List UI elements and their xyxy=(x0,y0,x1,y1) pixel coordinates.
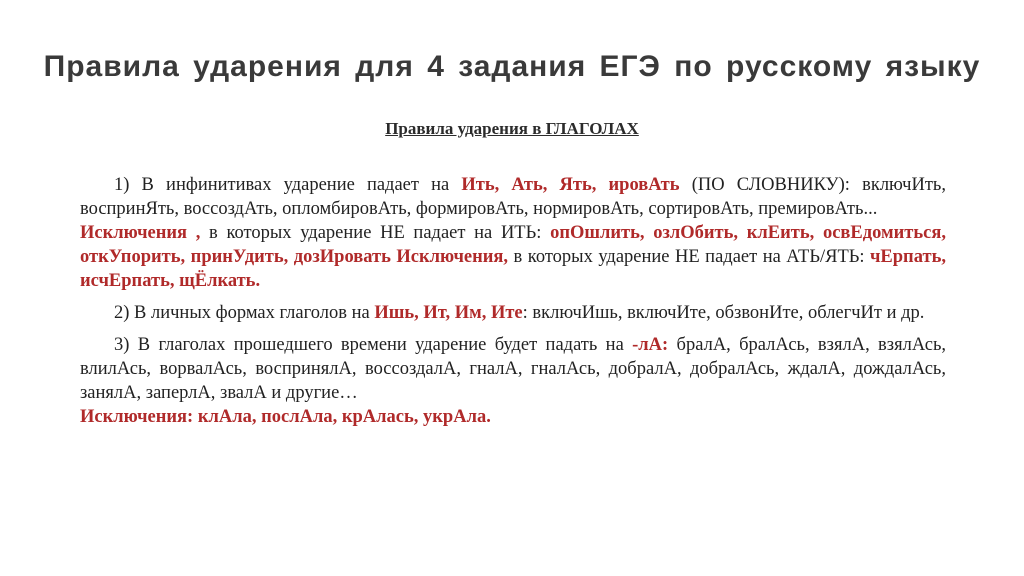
rule-3 xyxy=(80,333,946,429)
rule-1-note: (ПО СЛОВНИКУ): xyxy=(679,175,850,195)
rule-1-examples: включИть, воспринЯть, воссоздАть, опломбировАть, формировАть, нормировАть, xyxy=(80,175,946,219)
rule-1-endings: Ить, Ать, Ять, ировАть xyxy=(461,175,680,195)
rule-2-lead: 2) В личных формах глаголов на xyxy=(114,303,375,323)
slide-title: Правила ударения для 4 задания ЕГЭ по русскому языку xyxy=(43,50,981,83)
rule-1-exception-1-text: в которых ударение НЕ падает на ИТЬ: xyxy=(200,223,551,243)
rule-1-exception-2-text: в которых ударение НЕ падает на АТЬ/ЯТЬ: xyxy=(508,247,870,267)
rule-1-exception-1-label: Исключения , xyxy=(80,223,201,243)
rule-1-exception-2-words: чЕрпать, исчЕрпать, щЁлкать. xyxy=(80,247,946,291)
rule-1-lead: 1) В инфинитивах ударение падает на xyxy=(114,175,462,195)
rule-3-ending: -лА: xyxy=(632,335,669,355)
rule-1 xyxy=(80,173,946,293)
rule-2 xyxy=(80,301,946,325)
rule-1-exception-2-label: Исключения, xyxy=(396,247,509,267)
rule-1-examples-cont: сортировАть, премировАть... xyxy=(648,199,878,219)
rule-3-exceptions: Исключения: клАла, послАла, крАлась, укрАла. xyxy=(80,407,491,427)
rule-3-lead: 3) В глаголах прошедшего времени ударение будет падать на xyxy=(114,335,633,355)
rule-2-endings: Ишь, Ит, Им, Ите xyxy=(374,303,523,323)
rule-3-text: бралА, бралАсь, взялА, взялАсь, влилАсь, ворвалАсь, воспринялА, воссоздалА, гналА, гналАсь, добралА, добралАсь, ждалА, дождалАсь, занялА, заперлА, звалА и другие… xyxy=(80,335,947,403)
rule-2-text: : включИшь, включИте, обзвонИте, облегчИт и др. xyxy=(522,303,925,323)
section-subtitle: Правила ударения в ГЛАГОЛАХ xyxy=(385,119,639,138)
rules-body xyxy=(80,173,946,429)
rule-1-exception-1-words: опОшлить, озлОбить, клЕить, освЕдомиться, откУпорить, принУдить, дозИровать xyxy=(80,223,946,267)
